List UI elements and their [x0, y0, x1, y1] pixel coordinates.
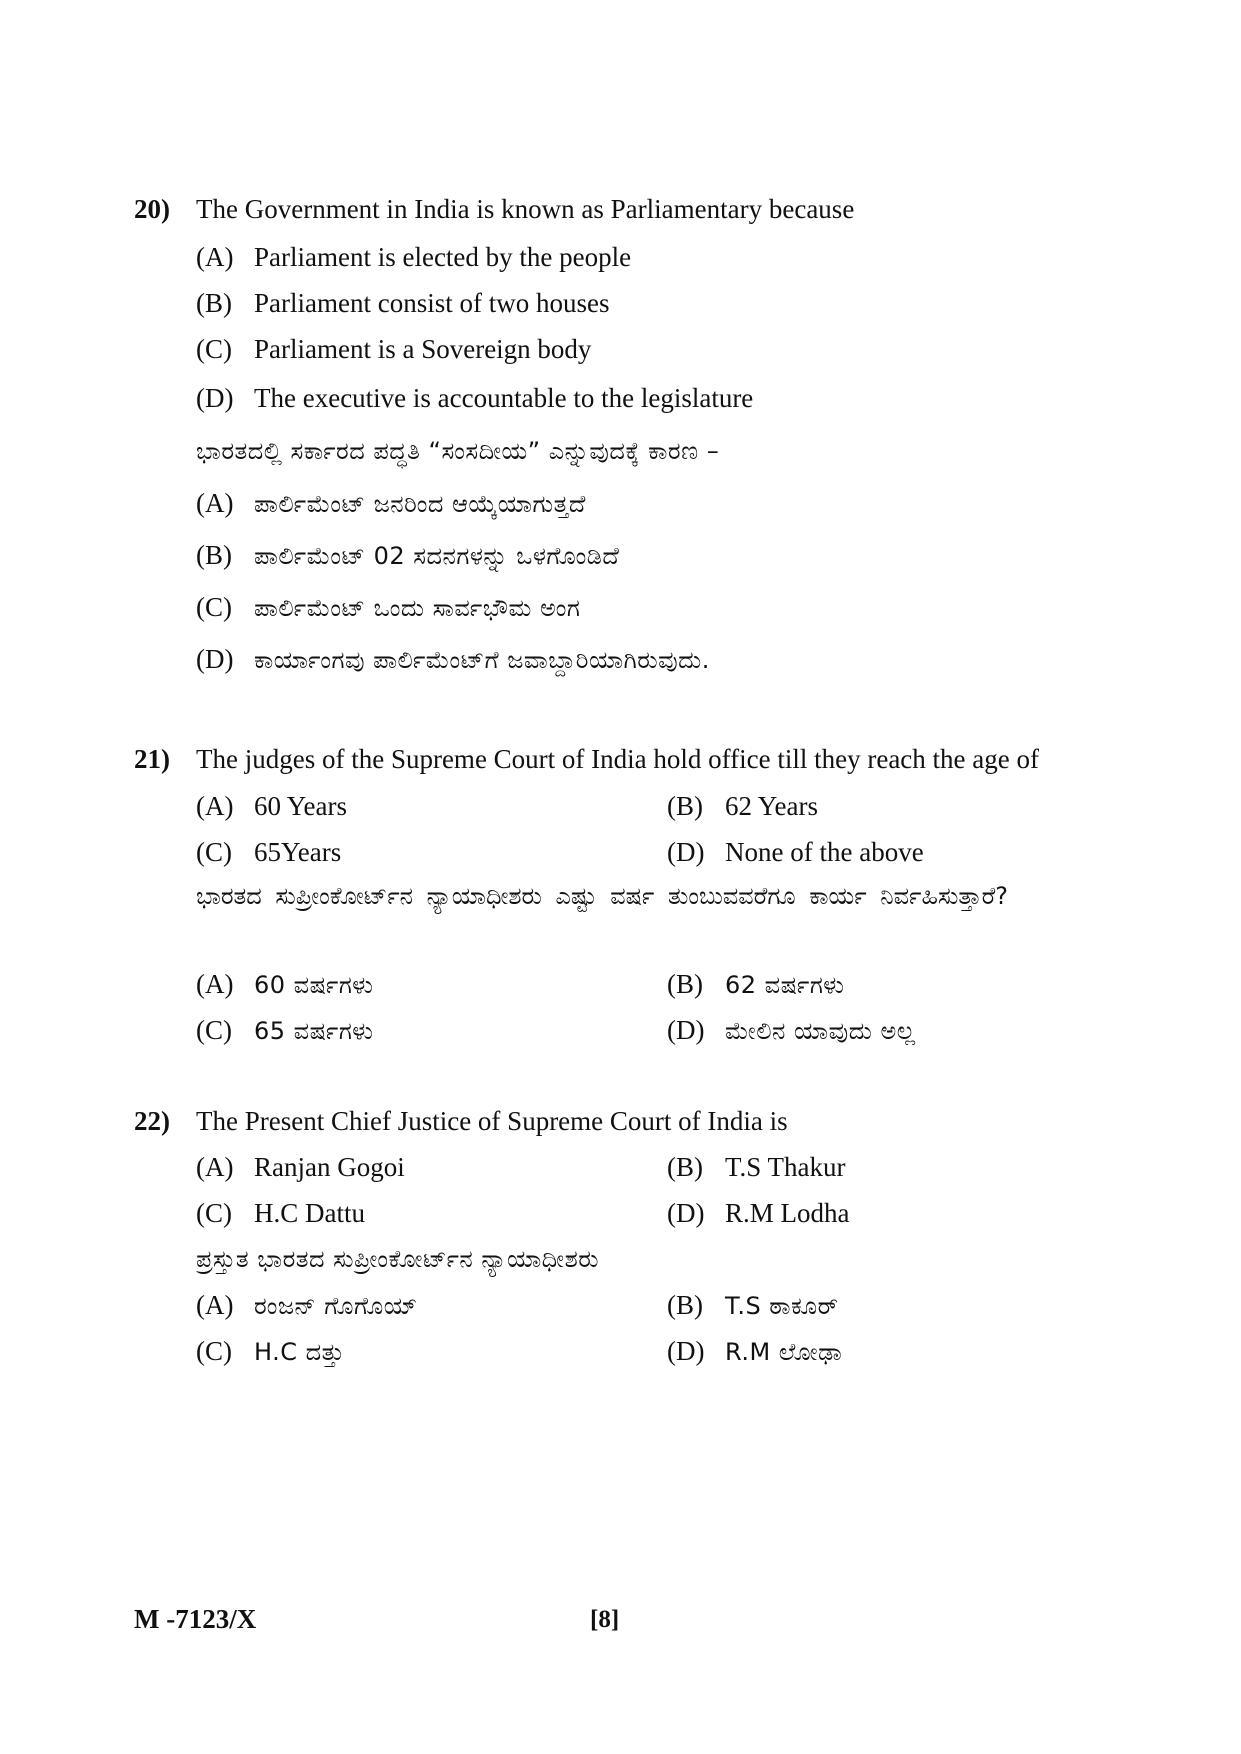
option-text: 65Years — [254, 837, 342, 867]
option-letter: (B) — [196, 540, 232, 570]
option-letter: (B) — [667, 791, 703, 821]
option-c — [196, 836, 341, 868]
option-b — [667, 790, 818, 822]
option-letter: (A) — [196, 1152, 234, 1182]
kannada-option-a — [196, 1289, 418, 1323]
option-a — [196, 790, 347, 822]
option-text: ರಂಜನ್ ಗೊಗೊಯ್ — [254, 1292, 418, 1320]
option-letter: (A) — [196, 1290, 234, 1320]
option-text: ಕಾರ್ಯಾಂಗವು ಪಾರ್ಲಿಮೆಂಟ್‌ಗೆ ಜವಾಬ್ದಾರಿಯಾಗಿರುವುದು. — [254, 646, 710, 674]
option-letter: (A) — [196, 969, 234, 999]
kannada-option-c — [196, 1335, 345, 1369]
option-text: T.S ಠಾಕೂರ್ — [725, 1292, 839, 1320]
kannada-option-d — [667, 1014, 916, 1048]
option-text: ಪಾರ್ಲಿಮೆಂಟ್ ಜನರಿಂದ ಆಯ್ಕೆಯಾಗುತ್ತದೆ — [254, 490, 586, 518]
option-d — [667, 836, 924, 868]
option-text: H.C Dattu — [254, 1198, 365, 1228]
option-text: None of the above — [725, 837, 924, 867]
option-text: ಪಾರ್ಲಿಮೆಂಟ್ 02 ಸದನಗಳನ್ನು ಒಳಗೊಂಡಿದೆ — [254, 542, 620, 570]
kannada-option-b — [196, 539, 619, 573]
question-text: The judges of the Supreme Court of India hold office till they reach the age of — [196, 744, 1039, 774]
option-text: T.S Thakur — [725, 1152, 846, 1182]
option-text: ಪಾರ್ಲಿಮೆಂಟ್ ಒಂದು ಸಾರ್ವಭೌಮ ಅಂಗ — [254, 594, 581, 622]
option-letter: (A) — [196, 242, 234, 272]
question-number: 22) — [134, 1106, 170, 1136]
kannada-option-c — [196, 1014, 373, 1048]
option-d — [196, 382, 753, 414]
option-letter: (D) — [667, 837, 705, 867]
option-text: Parliament consist of two houses — [254, 288, 610, 318]
option-letter: (D) — [667, 1198, 705, 1228]
question-22 — [134, 1105, 788, 1137]
option-text: Ranjan Gogoi — [254, 1152, 405, 1182]
option-c — [196, 1197, 365, 1229]
option-text: R.M ಲೋಢಾ — [725, 1338, 843, 1366]
option-text: 65 ವರ್ಷಗಳು — [254, 1017, 374, 1045]
kannada-option-a — [196, 968, 373, 1002]
option-text: 62 Years — [725, 791, 819, 821]
paper-code: M -7123/X — [134, 1604, 257, 1634]
question-text: The Present Chief Justice of Supreme Court of India is — [196, 1106, 788, 1136]
kannada-option-b — [667, 968, 844, 1002]
question-20 — [134, 193, 854, 225]
question-text: The Government in India is known as Parliamentary because — [196, 194, 855, 224]
option-letter: (A) — [196, 488, 234, 518]
option-text: 60 ವರ್ಷಗಳು — [254, 971, 374, 999]
kannada-option-b — [667, 1289, 839, 1323]
option-text: ಮೇಲಿನ ಯಾವುದು ಅಲ್ಲ — [725, 1017, 916, 1045]
option-text: The executive is accountable to the legislature — [254, 383, 754, 413]
option-a — [196, 1151, 405, 1183]
option-letter: (D) — [667, 1336, 705, 1366]
option-letter: (C) — [196, 334, 232, 364]
kannada-option-a — [196, 487, 586, 521]
option-letter: (D) — [196, 644, 234, 674]
option-letter: (C) — [196, 1336, 232, 1366]
kannada-question-text: ಭಾರತದ ಸುಪ್ರೀಂಕೋರ್ಟ್‌ನ ನ್ಯಾಯಾಧೀಶರು ಎಷ್ಟು ವರ್ಷ ತುಂಬುವವರೆಗೂ ಕಾರ್ಯ ನಿರ್ವಹಿಸುತ್ತಾರೆ? — [196, 882, 1008, 910]
option-text: R.M Lodha — [725, 1198, 850, 1228]
option-text: 62 ವರ್ಷಗಳು — [725, 971, 845, 999]
kannada-question-text: ಪ್ರಸ್ತುತ ಭಾರತದ ಸುಪ್ರೀಂಕೋರ್ಟ್‌ನ ನ್ಯಾಯಾಧೀಶರು — [196, 1245, 600, 1273]
option-text: Parliament is elected by the people — [254, 242, 632, 272]
option-a — [196, 241, 631, 273]
option-text: 60 Years — [254, 791, 348, 821]
option-letter: (B) — [667, 969, 703, 999]
kannada-option-d — [667, 1335, 842, 1369]
option-letter: (C) — [196, 1198, 232, 1228]
question-number: 21) — [134, 744, 170, 774]
kannada-option-c — [196, 591, 580, 625]
kannada-question-text: ಭಾರತದಲ್ಲಿ ಸರ್ಕಾರದ ಪದ್ಧತಿ “ಸಂಸದೀಯ” ಎನ್ನುವುದಕ್ಕೆ ಕಾರಣ – — [196, 437, 720, 465]
option-letter: (D) — [196, 383, 234, 413]
question-21 — [134, 743, 1039, 775]
option-text: H.C ದತ್ತು — [254, 1338, 345, 1366]
option-b — [196, 287, 609, 319]
option-c — [196, 333, 591, 365]
option-b — [667, 1151, 846, 1183]
option-letter: (B) — [196, 288, 232, 318]
option-letter: (A) — [196, 791, 234, 821]
option-d — [667, 1197, 850, 1229]
option-letter: (C) — [196, 1015, 232, 1045]
question-number: 20) — [134, 194, 170, 224]
option-letter: (D) — [667, 1015, 705, 1045]
kannada-option-d — [196, 643, 710, 677]
page-number: [8] — [590, 1606, 620, 1633]
option-letter: (C) — [196, 837, 232, 867]
option-text: Parliament is a Sovereign body — [254, 334, 592, 364]
option-letter: (C) — [196, 592, 232, 622]
option-letter: (B) — [667, 1290, 703, 1320]
option-letter: (B) — [667, 1152, 703, 1182]
